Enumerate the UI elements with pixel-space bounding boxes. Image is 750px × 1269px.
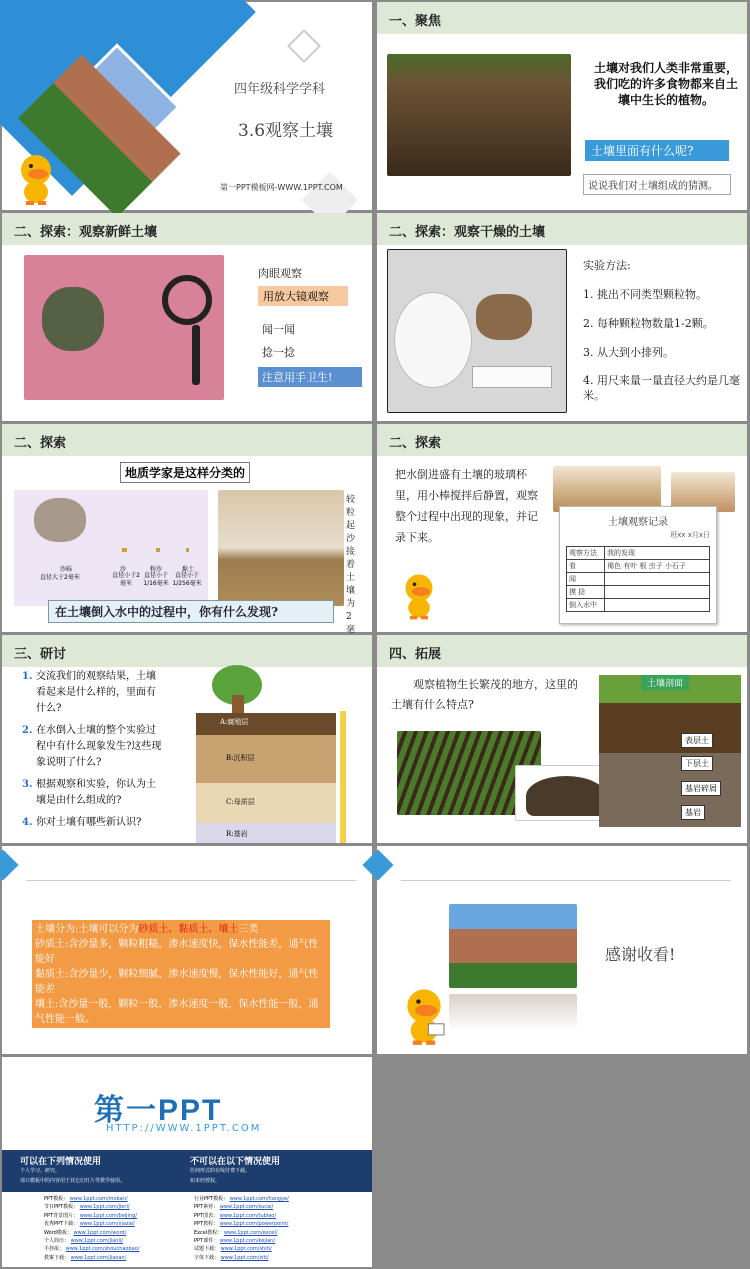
profile-label-bedrock: 基岩 <box>681 805 705 820</box>
link-url[interactable]: www.1ppt.com/shouchaobao/ <box>65 1246 140 1253</box>
slide-fresh-soil <box>2 213 372 421</box>
discussion-item-4: 你对土壤有哪些新认识? <box>36 817 142 828</box>
divider-line <box>401 880 731 881</box>
can-use-item-2: 请只模板中的内容用于其它幻灯片等教学使用。 <box>20 1178 126 1184</box>
slide-header: 一、聚焦 <box>377 2 747 34</box>
link-url[interactable]: www.1ppt.com/sucai/ <box>219 1204 274 1211</box>
link-label: PPT课件： <box>194 1238 219 1245</box>
links-right <box>194 1195 289 1262</box>
link-label: 教案下载： <box>44 1254 70 1261</box>
record-row-water-value <box>605 599 710 612</box>
record-row-smell: 闻 <box>567 573 605 586</box>
link-label: Excel教程： <box>194 1229 223 1236</box>
slide-header: 二、探索 <box>2 424 372 456</box>
soil-profile-panel <box>599 675 741 827</box>
school-building-reflection <box>449 994 577 1030</box>
link-label: PPT教程： <box>194 1221 219 1228</box>
brand-logo: 第一PPT <box>94 1094 223 1127</box>
item-magnifier: 用放大镜观察 <box>258 286 348 306</box>
link-url[interactable]: www.1ppt.com/moban/ <box>69 1196 128 1202</box>
step-1: 1. 挑出不同类型颗粒物。 <box>583 288 707 301</box>
label-silt: 粉沙 <box>150 566 163 573</box>
extension-text: 观察植物生长繁茂的地方，这里的土壤有什么特点? <box>391 678 578 711</box>
cannot-use-item-1: 任何形式的在线付费下载。 <box>190 1168 251 1174</box>
soil-layer-diagram <box>190 665 340 843</box>
dry-soil-photo <box>387 249 567 413</box>
link-label: 试题下载： <box>194 1246 220 1253</box>
link-label: 个人简历： <box>44 1238 70 1245</box>
can-use-title: 可以在下列情况使用 <box>20 1157 102 1167</box>
slide-dry-soil <box>377 213 747 421</box>
link-label: 节日PPT模板： <box>44 1204 79 1211</box>
link-url[interactable]: www.1ppt.com/jianli/ <box>70 1238 123 1245</box>
divider-line <box>26 880 356 881</box>
link-url[interactable]: www.1ppt.com/word/ <box>73 1229 127 1236</box>
slide-discussion <box>2 635 372 843</box>
slide-header: 三、研讨 <box>2 635 372 667</box>
cannot-use-item-2: 如未经授权。 <box>190 1178 221 1184</box>
cannot-use-title: 不可以在以下情况使用 <box>190 1157 281 1167</box>
profile-label-subsoil: 下层土 <box>681 756 713 771</box>
slide-focus <box>377 2 747 210</box>
record-col-finding: 我的发现 <box>605 547 710 560</box>
slide-license <box>2 1057 372 1267</box>
layer-a: A:腐殖层 <box>220 718 249 726</box>
link-label: PPT背景图片： <box>44 1212 79 1219</box>
link-url[interactable]: www.1ppt.com/jiaoan/ <box>70 1254 127 1261</box>
item-hygiene: 注意用手卫生! <box>258 367 362 387</box>
slide-header: 二、探索 <box>377 424 747 456</box>
label-gravel: 沙砾 <box>60 566 73 573</box>
record-table <box>566 546 710 612</box>
link-url[interactable]: www.1ppt.com/beijing/ <box>79 1212 137 1219</box>
experiment-text: 把水倒进盛有土壤的玻璃杯里，用小棒搅拌后静置，观察整个过程中出现的现象，并记录下来。 <box>395 468 538 544</box>
brand-url: HTTP://WWW.1PPT.COM <box>106 1123 262 1134</box>
link-label: PPT素材： <box>194 1204 219 1211</box>
record-row-touch: 摸 捻 <box>567 586 605 599</box>
item-naked-eye: 肉眼观察 <box>258 267 302 280</box>
grain-panel <box>14 490 208 606</box>
record-title: 土壤观察记录 <box>608 517 668 528</box>
school-building-photo <box>449 904 577 988</box>
record-row-look: 看 <box>567 560 605 573</box>
duck-mascot-icon <box>16 152 56 206</box>
link-label: PPT图表： <box>194 1212 219 1219</box>
soil-photo <box>387 54 571 176</box>
link-url[interactable]: www.1ppt.com/hangye/ <box>229 1196 289 1202</box>
record-sheet <box>559 506 717 624</box>
cover-title: 3.6观察土壤 <box>238 121 334 141</box>
slide-classification <box>2 424 372 635</box>
guess-box: 说说我们对土壤组成的猜测。 <box>583 174 731 195</box>
duck-mascot-icon <box>401 986 447 1046</box>
link-url[interactable]: www.1ppt.com/kejian/ <box>219 1238 276 1245</box>
step-3: 3. 从大到小排列。 <box>583 346 674 359</box>
link-url[interactable]: www.1ppt.com/xiazai/ <box>79 1221 135 1228</box>
slide-header: 二、探索：观察新鲜土壤 <box>2 213 372 245</box>
fresh-soil-magnifier-photo <box>24 255 224 400</box>
record-row-smell-value <box>605 573 710 586</box>
label-clay-size: 直径小于1/256毫米 <box>172 572 202 587</box>
slide-cover <box>2 2 372 210</box>
method-label: 实验方法: <box>583 259 631 272</box>
layer-r: R:基岩 <box>226 830 248 838</box>
label-gravel-size: 直径大于2毫米 <box>40 574 80 581</box>
summary-body: 砂质土:含沙量多，颗粒粗糙，渗水速度快，保水性能差，通气性能好 黏质土:含沙量少，颗粒细腻，渗水速度慢，保水性能好，通气性能差 壤土:含沙量一般，颗粒一般，渗水速度一般，保水性能一般，通气性能一般。 <box>35 939 319 1025</box>
link-url[interactable]: www.1ppt.com/shiti/ <box>220 1246 272 1253</box>
license-bar <box>2 1150 372 1192</box>
item-smell: 闻一闻 <box>262 323 295 336</box>
water-question-box: 在土壤倒入水中的过程中，你有什么发现? <box>48 600 334 623</box>
slide-summary <box>2 846 372 1054</box>
duck-mascot-icon <box>401 570 437 622</box>
record-row-look-value: 褐色 有叶 根 虫子 小石子 <box>605 560 710 573</box>
summary-line1-red: 砂质土、黏质土、壤土 <box>138 924 239 935</box>
discussion-item-1: 交流我们的观察结果，土壤看起来是什么样的，里面有什么? <box>36 671 156 714</box>
summary-box <box>32 920 330 1028</box>
profile-title: 土壤剖面 <box>641 675 689 690</box>
link-label: 字体下载： <box>194 1254 220 1261</box>
question-box: 土壤里面有什么呢? <box>585 140 729 161</box>
record-row-touch-value <box>605 586 710 599</box>
profile-label-rock-debris: 基岩碎屑 <box>681 781 721 796</box>
summary-line1-post: 三类 <box>238 924 259 935</box>
slide-thanks <box>377 846 747 1054</box>
slide-header: 二、探索：观察干燥的土壤 <box>377 213 747 245</box>
step-4: 4. 用尺来量一量直径大约是几毫米。 <box>583 374 740 402</box>
cover-footer: 第一PPT模板网-WWW.1PPT.COM <box>220 183 343 192</box>
blue-arrow-decoration <box>0 849 19 880</box>
discussion-item-2: 在水倒入土壤的整个实验过程中有什么现象发生?这些现象说明了什么? <box>36 725 162 768</box>
water-soil-jar-photo <box>218 490 344 606</box>
step-2: 2. 每种颗粒物数量1-2颗。 <box>583 317 714 330</box>
discussion-item-3: 根据观察和实验，你认为土壤是由什么组成的? <box>36 779 156 806</box>
layer-b: B:沉积层 <box>226 754 255 762</box>
link-label: 优秀PPT下载： <box>44 1221 79 1228</box>
label-silt-size: 直径小于1/16毫米 <box>143 572 169 587</box>
link-label: 手抄报： <box>44 1246 65 1253</box>
can-use-item-1: 个人学习、研究。 <box>20 1168 61 1174</box>
subject-label: 四年级科学学科 <box>234 82 326 97</box>
discussion-list: 1. 交流我们的观察结果，土壤看起来是什么样的，里面有什么? 2. 在水倒入土壤的整个实验过程中有什么现象发生?这些现象说明了什么? 3. 根据观察和实验，你认为土壤是由什么组成的? 4. 你对土壤有哪些新认识? <box>22 669 162 831</box>
link-url[interactable]: www.1ppt.com/ziti/ <box>220 1254 269 1261</box>
label-sand-size: 直径小于2毫米 <box>112 572 140 587</box>
link-url[interactable]: www.1ppt.com/tubiao/ <box>219 1212 277 1219</box>
profile-label-topsoil: 表层土 <box>681 733 713 748</box>
classification-title: 地质学家是这样分类的 <box>120 462 250 483</box>
label-clay: 黏土 <box>182 566 195 573</box>
record-col-method: 观察方法 <box>567 547 605 560</box>
link-url[interactable]: www.1ppt.com/excel/ <box>223 1229 278 1236</box>
link-url[interactable]: www.1ppt.com/powerpoint/ <box>219 1221 289 1228</box>
grey-diamond-decoration <box>287 29 321 63</box>
summary-line1-pre: 土壤分为:土壤可以分为 <box>35 924 139 935</box>
slide-water-experiment <box>377 424 747 632</box>
layer-c: C:母质层 <box>226 798 255 806</box>
side-text: 较粒起沙接着土壤为2毫 <box>346 495 356 635</box>
record-meta: 班xx x月x日 <box>670 531 710 539</box>
links-left <box>44 1195 139 1262</box>
link-label: 行业PPT模板： <box>194 1196 229 1202</box>
record-row-water: 倒入水中 <box>567 599 605 612</box>
slide-extension <box>377 635 747 843</box>
item-rub: 捻一捻 <box>262 346 295 359</box>
link-url[interactable]: www.1ppt.com/jieri/ <box>79 1204 130 1211</box>
link-label: Word模板： <box>44 1229 72 1236</box>
link-label: PPT模板： <box>44 1196 69 1202</box>
thanks-text: 感谢收看! <box>605 945 676 964</box>
label-sand: 沙 <box>120 566 127 573</box>
focus-text: 土壤对我们人类非常重要，我们吃的许多食物都来自土壤中生长的植物。 <box>593 61 738 107</box>
slide-header: 四、拓展 <box>377 635 747 667</box>
